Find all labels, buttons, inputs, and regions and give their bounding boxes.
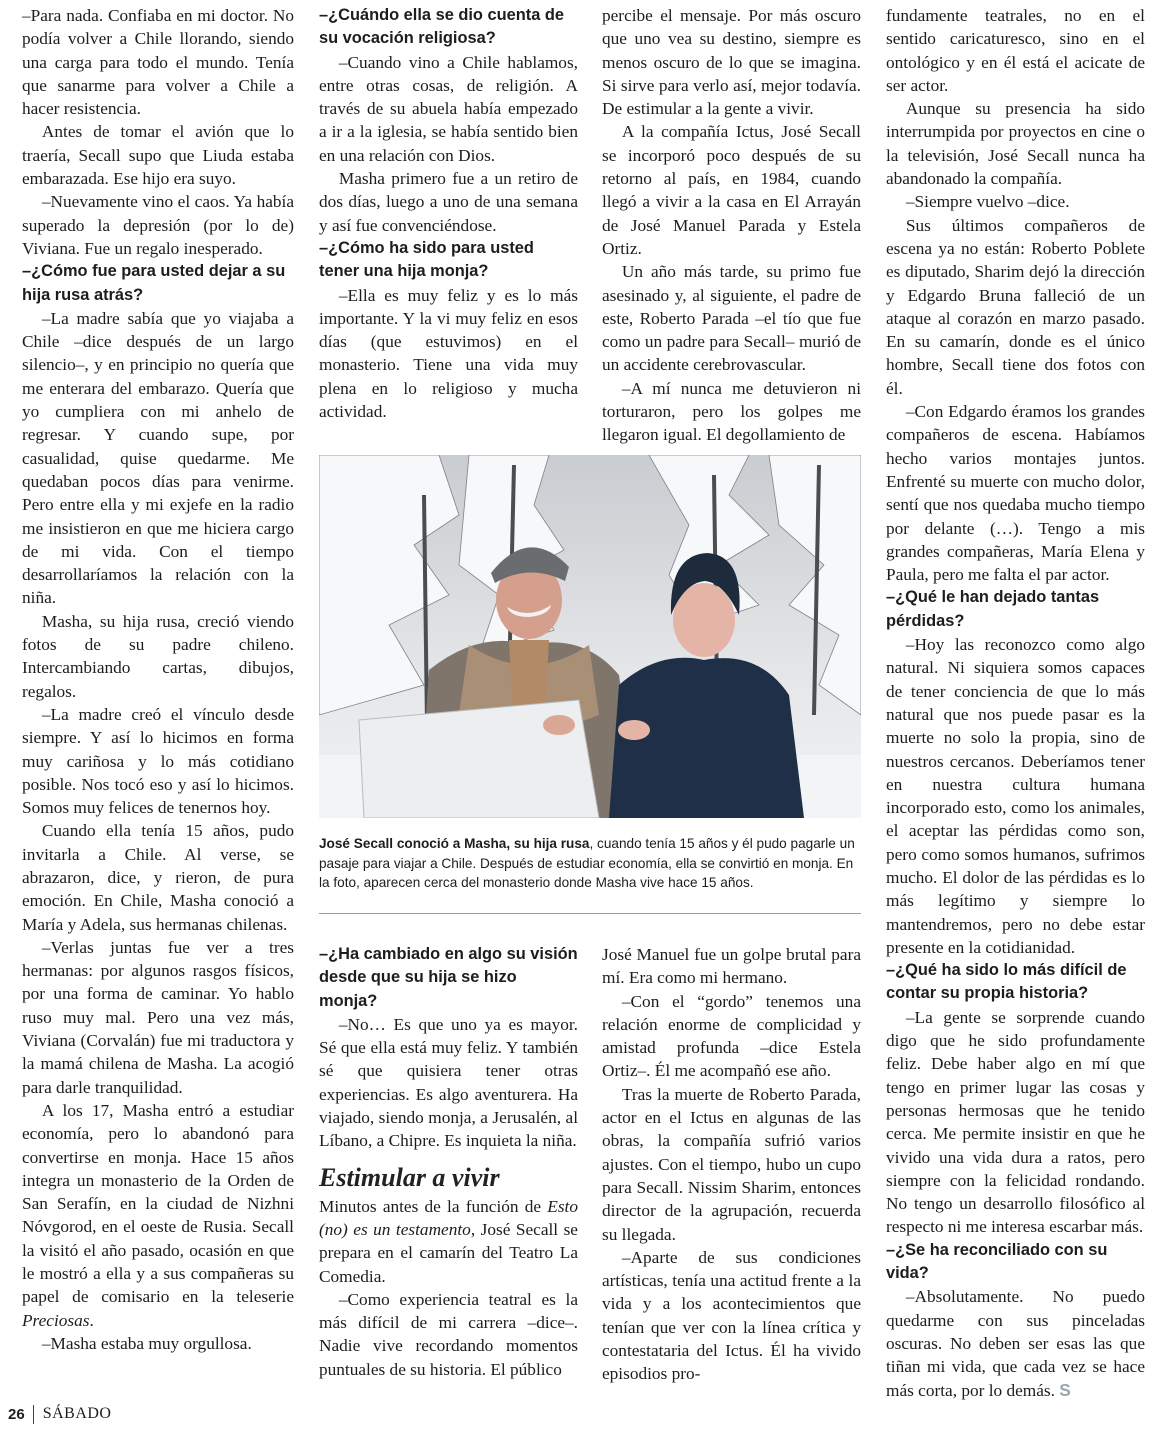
paragraph: –La madre creó el vínculo desde siempre. Y así lo hicimos en forma muy cariñosa y lo más cotidiano posible. Nos tocó eso y así lo hicimos. Somos muy felices de tenernos hoy.: [22, 704, 294, 818]
paragraph: –Hoy las reconozco como algo natural. Ni siquiera somos capaces de tener conciencia de que lo más natural que nos puede pasar es la muerte no solo la propia, sino de nuestros cercanos. Deberíamos tener en nuestra cultura humana incorporado esto, como los animales, el aceptar las pérdidas como son, pero como somos humanos, sufrimos mucho. El dolor de las pérdidas es lo más legítimo y siempre lo mantendremos, pero no debe estar presente en la cotidianidad.: [886, 635, 1145, 957]
paragraph: –Para nada. Confiaba en mi doctor. No podía volver a Chile llorando, siendo una carga para todo el mundo. Tenía que sanarme para volver a Chile a hacer resistencia.: [22, 6, 294, 119]
paragraph: Masha primero fue a un retiro de dos días, luego a uno de una semana y así fue convenciéndose.: [319, 169, 578, 235]
paragraph-text: .: [89, 1310, 94, 1330]
paragraph: José Manuel fue un golpe brutal para mí. Era como mi hermano.: [602, 945, 861, 988]
paragraph: [886, 1285, 1145, 1401]
paragraph: Masha, su hija rusa, creció viendo fotos de su padre chileno. Intercambiando cartas, dibujos, regalos.: [22, 611, 294, 701]
magazine-name: SÁBADO: [42, 1405, 112, 1422]
paragraph: –Aparte de sus condiciones artísticas, tenía una actitud frente a la vida y a los acontecimientos que tenían que ver con la línea crítica y contestataria del Ictus. Él ha vivido episodios pro-: [602, 1247, 861, 1384]
paragraph: [22, 1099, 294, 1332]
paragraph: percibe el mensaje. Por más oscuro que uno vea su destino, siempre es menos oscuro de lo que se imagina. Si sirve para verlo así, mejor todavía. De estimular a la gente a vivir.: [602, 6, 861, 119]
paragraph: Cuando ella tenía 15 años, pudo invitarla a Chile. Al verse, se abrazaron, dice, y rieron, de pura emoción. En Chile, Masha conoció a María y Adela, sus hermanas chilenas.: [22, 821, 294, 934]
paragraph-text: Minutos antes de la función de: [319, 1196, 548, 1216]
play-title: Esto (no) es un testamento: [319, 1196, 578, 1239]
paragraph: Antes de tomar el avión que lo traería, Secall supo que Liuda estaba embarazada. Ese hijo era suyo.: [22, 122, 294, 189]
paragraph: –Como experiencia teatral es la más difícil de mi carrera –dice–. Nadie vive recordando momentos puntuales de su historia. El público: [319, 1289, 578, 1379]
paragraph: –Con el “gordo” tenemos una relación enorme de complicidad y amistad profunda –dice Estela Ortiz–. Él me acompañó ese año.: [602, 991, 861, 1081]
page-number: 26: [8, 1405, 25, 1423]
article-column-2-bottom: [319, 943, 578, 1381]
page-footer: [8, 1402, 111, 1426]
end-mark-icon: S: [1059, 1379, 1071, 1400]
article-column-1: [22, 4, 294, 1355]
paragraph: –Masha estaba muy orgullosa.: [41, 1333, 252, 1353]
paragraph: Aunque su presencia ha sido interrumpida por proyectos en cine o la televisión, José Secall nunca ha abandonado la compañía.: [886, 99, 1145, 189]
photo-caption: [319, 834, 861, 893]
paragraph: Sus últimos compañeros de escena ya no están: Roberto Poblete es diputado, Sharim dejó la dirección y Edgardo Bruna falleció de un ataque al corazón en marzo pasado. En su camarín, donde es el único hombre, Secall tiene dos fotos con él.: [886, 215, 1145, 398]
article-column-3-top: [602, 4, 861, 447]
paragraph: fundamente teatrales, no en el sentido caricaturesco, sino en el ontológico y en él está el acicate de ser actor.: [886, 6, 1145, 95]
paragraph-text: , José Secall se prepara en el camarín del Teatro La Comedia.: [319, 1219, 578, 1286]
paragraph: –Cuando vino a Chile hablamos, entre otras cosas, de religión. A través de su abuela había empezado a ir a la iglesia, se había sentido bien en una relación con Dios.: [319, 52, 578, 165]
section-heading: Estimular a vivir: [319, 1162, 500, 1192]
paragraph: –La madre sabía que yo viajaba a Chile –dice después de un largo silencio–, y en principio no quería que me enterara del embarazo. Quería que yo cumpliera con mi anhelo de regresar. Y cuando supe, por casualidad, quise quedarme. Me quedaban pocos días para venirme. Pero entre ella y mi exjefe en la radio me insistieron en que me hiciera cargo de mi vida. Con el tiempo desarrollaríamos la relación con la niña.: [22, 308, 294, 608]
paragraph: –Siempre vuelvo –dice.: [905, 192, 1070, 212]
paragraph: –Con Edgardo éramos los grandes compañeros de escena. Habíamos hecho varios montajes juntos. Enfrenté su muerte con mucho dolor, sentí que nos quedaba mucho tiempo por delante (…). Tengo a mis grandes compañeras, María Elena y Paula, pero me falta el par actor.: [886, 402, 1145, 585]
interview-question: –¿Cómo fue para usted dejar a su hija rusa atrás?: [22, 262, 286, 304]
article-column-2-top: [319, 4, 578, 423]
interview-question: –¿Se ha reconciliado con su vida?: [886, 1240, 1108, 1283]
paragraph: Un año más tarde, su primo fue asesinado y, al siguiente, el padre de este, Roberto Parada –el tío que fue como un padre para Secall– murió de un accidente cerebrovascular.: [602, 262, 861, 375]
interview-question: –¿Cuándo ella se dio cuenta de su vocación religiosa?: [319, 6, 565, 48]
paragraph: –Verlas juntas fue ver a tres hermanas: por algunos rasgos físicos, por una forma de caminar. Yo hablo ruso muy mal. Pero una vez más, Viviana (Corvalán) fue mi traductora y la mamá chilena de Masha. La acogió para darle tranquilidad.: [22, 937, 294, 1097]
paragraph: Tras la muerte de Roberto Parada, actor en el Ictus en algunas de las obras, la compañía sufrió varios ajustes. Con el tiempo, hubo un cupo para Secall. Nissim Sharim, entonces director de la agrupación, recuerda su llegada.: [602, 1084, 861, 1244]
interview-question: –¿Ha cambiado en algo su visión desde que su hija se hizo monja?: [319, 945, 578, 1010]
paragraph: [319, 1195, 578, 1288]
paragraph: –No… Es que uno ya es mayor. Sé que ella está muy feliz. Y también sé que quisiera tener otras experiencias. Es algo aventurera. Ha viajado, siendo monja, a Jerusalén, al Líbano, a Chipre. Es inquieta la niña.: [319, 1014, 578, 1151]
article-column-3-bottom: [602, 943, 861, 1386]
footer-divider: [33, 1405, 34, 1424]
caption-text: , cuando tenía 15 años y él pudo pagarle un pasaje para viajar a Chile. Después de estudiar economía, ella se convirtió en monja. En la foto, aparecen cerca del monasterio donde Masha vive hace 15 años.: [319, 836, 855, 891]
show-title: Preciosas: [22, 1310, 90, 1330]
paragraph: A la compañía Ictus, José Secall se incorporó poco después de su retorno al país, en 1984, cuando llegó a vivir a la casa en El Arrayán de José Manuel Parada y Estela Ortiz.: [602, 122, 861, 258]
article-column-4: [886, 4, 1145, 1402]
paragraph: –A mí nunca me detuvieron ni torturaron, pero los golpes me llegaron igual. El degollamiento de: [602, 378, 861, 445]
paragraph-text: A los 17, Masha entró a estudiar economía, pero lo abandonó para convertirse en monja. Hace 15 años integra un monasterio de la Orden de San Serafín, en la ciudad de Nizhni Nóvgorod, en el oeste de Rusia. Secall la visitó el año pasado, ocasión en que le mostró a ella y a sus compañeras su papel de comisario en la teleserie: [22, 1100, 294, 1307]
interview-question: –¿Qué ha sido lo más difícil de contar su propia historia?: [886, 961, 1127, 1003]
interview-question: –¿Qué le han dejado tantas pérdidas?: [886, 588, 1100, 630]
caption-lead: José Secall conoció a Masha, su hija rusa: [319, 836, 590, 851]
paragraph: –Nuevamente vino el caos. Ya había superado la depresión (por lo de) Viviana. Fue un regalo inesperado.: [22, 192, 294, 258]
interview-question: –¿Cómo ha sido para usted tener una hija monja?: [319, 238, 534, 281]
paragraph: –Ella es muy feliz y es lo más importante. Y la vi muy feliz en esos días (que estuvimos) en el monasterio. Tiene una vida muy plena en lo religioso y mucha actividad.: [319, 285, 578, 422]
snow-scene-illustration: [319, 455, 861, 818]
caption-divider: [319, 913, 861, 914]
paragraph-text: –Absolutamente. No puedo quedarme con sus pinceladas oscuras. No deben ser esas las que tiñan mi vida, que cada vez se hace más corta, por lo demás.: [886, 1287, 1145, 1400]
paragraph: –La gente se sorprende cuando digo que he sido profundamente feliz. Debe haber algo en mí que tengo en primer lugar las cosas y personas hermosas que he tenido cerca. Me permite insistir en que he vivido una vida dura a ratos, pero siempre con la felicidad rondando. No tengo un desarrollo filosófico al respecto ni me interesa escarbar más.: [886, 1007, 1145, 1237]
article-photo: [319, 455, 861, 818]
